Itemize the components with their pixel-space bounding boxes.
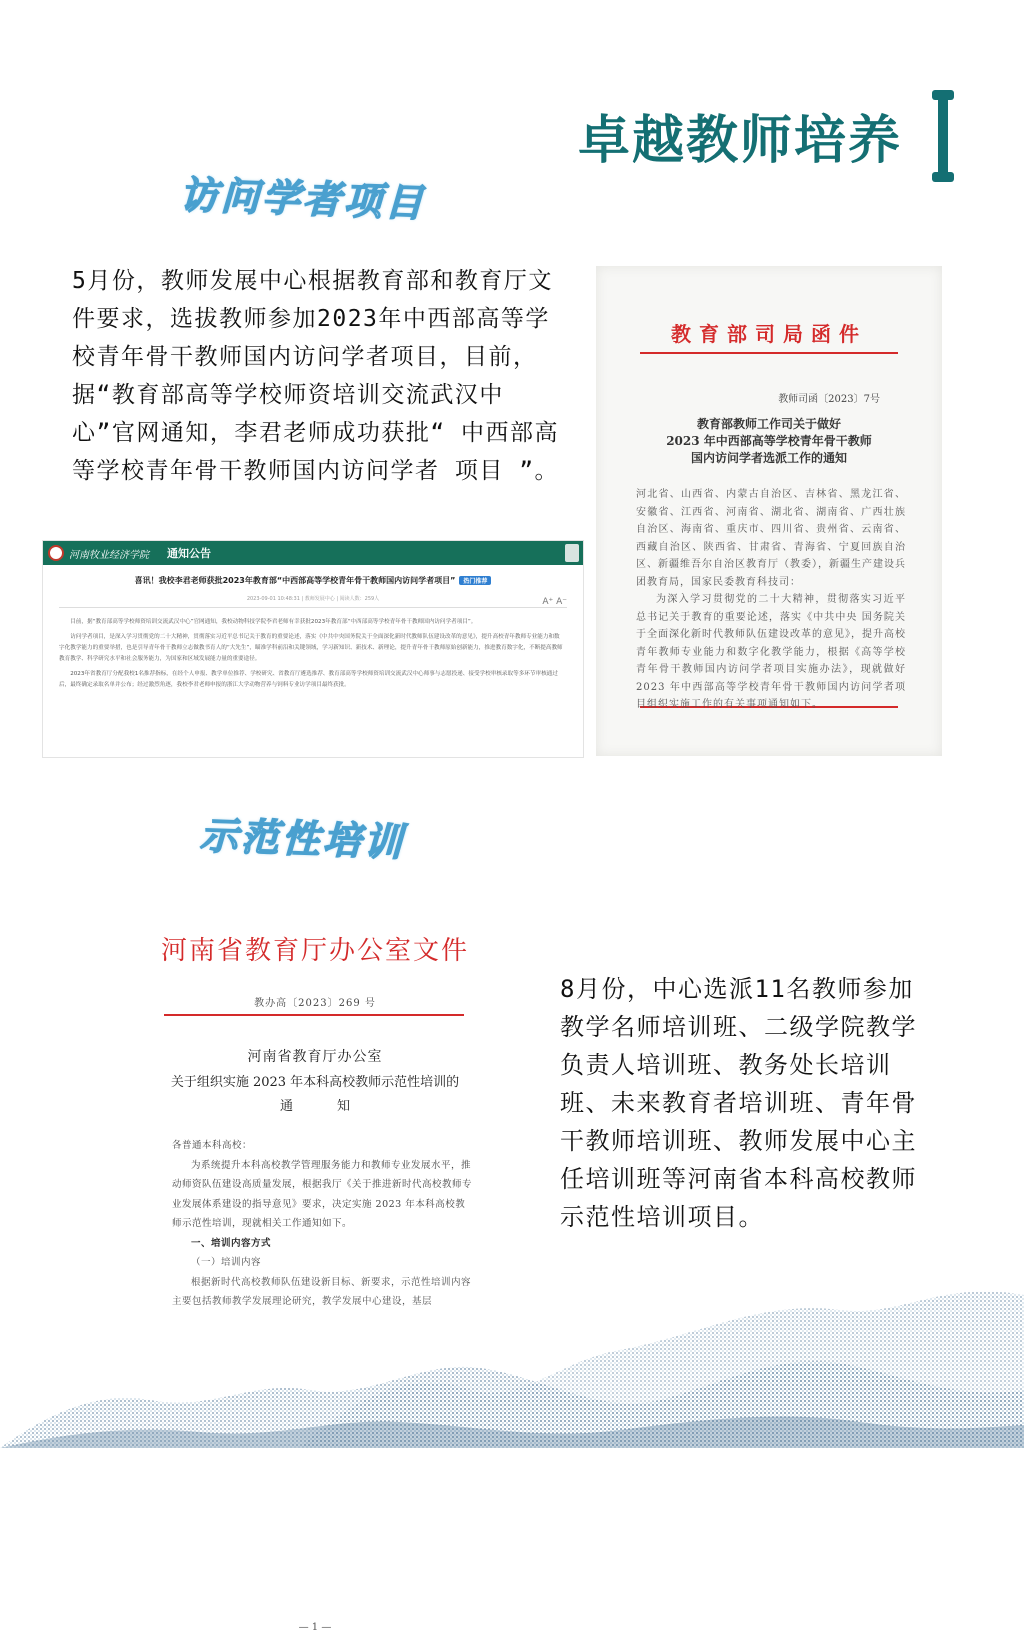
document-notice-word: 通知 xyxy=(279,1099,394,1114)
news-divider xyxy=(59,607,567,608)
website-news-screenshot xyxy=(42,540,584,758)
news-tag: 热门推荐 xyxy=(459,576,491,585)
news-title: 喜讯！我校李君老师获批2023年教育部“中西部高等学校青年骨干教师国内访问学者项目” 热门推荐 xyxy=(43,575,583,586)
ministry-letter-image xyxy=(596,266,942,756)
document-page-number: — 1 — xyxy=(298,1622,332,1633)
document-body: 各普通本科高校： 为系统提升本科高校教学管理服务能力和教师专业发展水平，推动师资队伍建设高质量发展，根据我厅《关于推进新时代高校教师专业发展体系建设的指导意见》要求，决定实施 2023 年本科高校教师示范性培训，现就相关工作通知如下。 一、培训内容方式 （一）培训内容 根据新时代高校教师队伍建设新目标、新要求，示范性培训内容主要包括教师教学发展理论研究，教学发展中心建设，基层 xyxy=(172,1140,473,1307)
document-title: 河南省教育厅办公室文件 xyxy=(160,936,469,966)
letter-recipients: 河北省、山西省、内蒙古自治区、吉林省、黑龙江省、安徽省、江西省、河南省、湖北省、湖南省、广西壮族自治区、海南省、重庆市、四川省、贵州省、云南省、西藏自治区、陕西省、甘肃省、青海省、宁夏回族自治区、新疆维吾尔自治区教育厅（教委），新疆生产建设兵团教育局，国家民委教育科技司： xyxy=(636,489,906,588)
section-heading-demonstration-training: 示范性培训 xyxy=(199,812,406,865)
letter-subject: 教育部教师工作司关于做好 2023 年中西部高等学校青年骨干教师 国内访问学者选派工作的通知 xyxy=(666,417,872,465)
document-subject: 关于组织实施 2023 年本科高校教师示范性培训的 xyxy=(170,1075,460,1090)
website-site-name: 河南牧业经济学院 xyxy=(69,550,149,561)
section2-paragraph: 8月份，中心选派11名教师参加教学名师培训班、二级学院教学负责人培训班、教务处长培训班、未来教育者培训班、青年骨干教师培训班、教师发展中心主任培训班等河南省本科高校教师示范性培训项目。 xyxy=(560,975,917,1231)
section1-paragraph: 5月份，教师发展中心根据教育部和教育厅文件要求，选拔教师参加2023年中西部高等学校青年骨干教师国内访问学者项目，目前，据“教育部高等学校师资培训交流武汉中心”官网通知，李君老师成功获批“ 中西部高等学校青年骨干教师国内访问学者 项目 ”。 xyxy=(72,268,560,484)
letter-title: 教育部司局函件 xyxy=(671,322,867,346)
news-body: 目前，据“教育部高等学校师资培训交流武汉中心”官网通知，我校动物科技学院李君老师有幸获批2023年教育部“中西部高等学校青年骨干教师国内访问学者项目”。 访问学者项目，是深入学习贯彻党的二十大精神，贯彻落实习近平总书记关于教育的重要论述，落实《中共中央国务院关于全面深化新时代教师队伍建设改革的意见》，提升高校青年教师专业能力和数字化教学能力的重要举措，也是引导青年骨干教师立志做教书育人的“大先生”，瞄准学科前沿和关键领域，学习新知识、新技术、新理论，提升青年骨干教师原始创新能力，推进教育数字化，不断提高教师教育教学、科学研究水平和社会服务能力，为国家和区域发展能力量的重要途径。 2023年省教育厅分配我校1名推荐指标，在经个人申报、教学单位推荐、学校研究、省教育厅遴选推荐、教育部高等学校师资培训交流武汉中心师事与志愿投递、接受学校审核录取等多环节审核通过后，最终确定录取名单并公布；经过激烈角逐，我校李君老师申报的浙江大学动物营养与饲料专业访学项目最终获批。 xyxy=(59,619,563,688)
mountain-decoration xyxy=(0,1240,1024,1448)
font-size-controls: A⁺ A⁻ xyxy=(542,597,567,607)
document-org: 河南省教育厅办公室 xyxy=(247,1049,383,1065)
section-heading-visiting-scholar: 访问学者项目 xyxy=(179,171,427,226)
user-icon xyxy=(565,544,579,562)
school-logo-icon xyxy=(48,545,64,561)
document-number: 教办高〔2023〕269 号 xyxy=(254,998,376,1009)
letter-red-rule xyxy=(640,352,898,354)
news-meta: 2023-09-01 10:48:31 | 教师发展中心 | 阅读人数：259人 xyxy=(246,596,380,602)
letter-doc-number: 教师司函〔2023〕7号 xyxy=(778,394,880,405)
letter-body xyxy=(636,486,906,714)
page-title: 卓越教师培养 xyxy=(578,111,903,171)
letter-paragraph: 为深入学习贯彻党的二十大精神，贯彻落实习近平总书记关于教育的重要论述，落实《中共中央 国务院关于全面深化新时代教师队伍建设改革的意见》，提升高校青年教师专业能力和数字化教学能力，根据《高等学校青年骨干教师国内访问学者项目实施办法》，现就做好 2023 年中西部高等学校青年骨干教师国内访问学者项目组织实施工作的有关事项通知如下。 xyxy=(636,594,906,710)
title-bar-decoration xyxy=(932,90,954,182)
website-section-label: 通知公告 xyxy=(167,547,211,560)
document-red-rule xyxy=(164,1014,464,1016)
